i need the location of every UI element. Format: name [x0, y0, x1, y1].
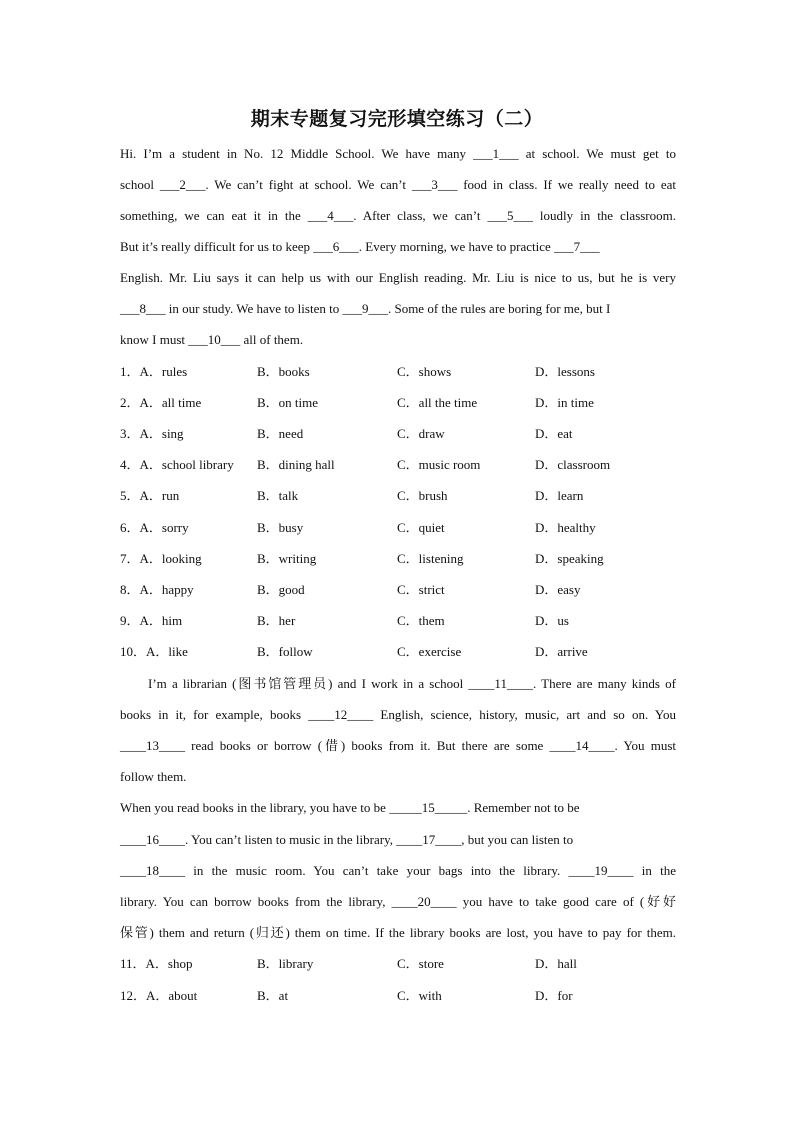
option-c: C．them: [397, 613, 445, 628]
option-b: B．follow: [257, 644, 313, 659]
option-d: D．healthy: [535, 520, 596, 535]
passage-line: books in it, for example, books ____12____ English, science, history, music, art and so on. You: [120, 707, 676, 722]
question-row: [120, 580, 680, 600]
option-a: 3．A．sing: [120, 426, 184, 441]
option-b: B．library: [257, 956, 314, 971]
option-a: 4．A．school library: [120, 457, 234, 472]
option-a: 8．A．happy: [120, 582, 194, 597]
option-b: B．books: [257, 364, 310, 379]
option-d: D．classroom: [535, 457, 611, 472]
option-c: C．shows: [397, 364, 452, 379]
option-a: 9．A．him: [120, 613, 183, 628]
passage-line: something, we can eat it in the ___4___. After class, we can’t ___5___ loudly in the classroom.: [120, 208, 676, 223]
option-a: 11．A．shop: [120, 956, 193, 971]
option-b: B．need: [257, 426, 304, 441]
option-c: C．draw: [397, 426, 445, 441]
passage-line: follow them.: [120, 769, 187, 784]
option-a: 12．A．about: [120, 988, 198, 1003]
option-d: D．hall: [535, 956, 577, 971]
option-b: B．dining hall: [257, 457, 335, 472]
option-b: B．writing: [257, 551, 317, 566]
option-a: 5．A．run: [120, 488, 180, 503]
passage-line: ____13____ read books or borrow (借) books from it. But there are some ____14____. You must: [120, 738, 676, 753]
option-a: 10．A．like: [120, 644, 188, 659]
passage-line: school ___2___. We can’t fight at school. We can’t ___3___ food in class. If we really need to eat: [120, 177, 676, 192]
page-title: 期末专题复习完形填空练习（二）: [250, 108, 544, 130]
question-row: [120, 954, 680, 974]
passage-line: 保管) them and return (归还) them on time. If the library books are lost, you have to pay for them.: [120, 925, 676, 940]
option-d: D．speaking: [535, 551, 604, 566]
option-d: D．easy: [535, 582, 581, 597]
option-c: C．quiet: [397, 520, 445, 535]
option-c: C．all the time: [397, 395, 478, 410]
option-b: B．at: [257, 988, 289, 1003]
passage-line: I’m a librarian (图书馆管理员) and I work in a school ____11____. There are many kinds of: [148, 676, 676, 691]
option-d: D．learn: [535, 488, 584, 503]
option-a: 6．A．sorry: [120, 520, 189, 535]
option-b: B．busy: [257, 520, 304, 535]
question-row: [120, 486, 680, 506]
question-row: [120, 424, 680, 444]
option-b: B．talk: [257, 488, 299, 503]
option-d: D．for: [535, 988, 573, 1003]
question-row: [120, 393, 680, 413]
option-c: C．music room: [397, 457, 481, 472]
option-b: B．on time: [257, 395, 319, 410]
option-c: C．store: [397, 956, 444, 971]
option-b: B．good: [257, 582, 305, 597]
passage-line: ____18____ in the music room. You can’t take your bags into the library. ____19____ in the: [120, 863, 676, 878]
option-a: 7．A．looking: [120, 551, 202, 566]
question-row: [120, 642, 680, 662]
passage-line: library. You can borrow books from the library, ____20____ you have to take good care of (好好: [120, 894, 676, 909]
question-row: [120, 549, 680, 569]
option-b: B．her: [257, 613, 296, 628]
question-row: [120, 986, 680, 1006]
option-c: C．strict: [397, 582, 445, 597]
option-c: C．exercise: [397, 644, 462, 659]
option-c: C．listening: [397, 551, 464, 566]
option-d: D．us: [535, 613, 569, 628]
passage-line: When you read books in the library, you have to be _____15_____. Remember not to be: [120, 800, 580, 815]
option-d: D．in time: [535, 395, 594, 410]
question-row: [120, 362, 680, 382]
option-a: 1．A．rules: [120, 364, 188, 379]
passage-line: know I must ___10___ all of them.: [120, 332, 304, 347]
option-c: C．with: [397, 988, 442, 1003]
option-d: D．eat: [535, 426, 573, 441]
passage-line: English. Mr. Liu says it can help us with our English reading. Mr. Liu is nice to us, but he is very: [120, 270, 676, 285]
passage-line: But it’s really difficult for us to keep ___6___. Every morning, we have to practice ___7___: [120, 239, 600, 254]
passage-line: Hi. I’m a student in No. 12 Middle School. We have many ___1___ at school. We must get to: [120, 146, 676, 161]
question-row: [120, 455, 680, 475]
question-row: [120, 611, 680, 631]
option-d: D．arrive: [535, 644, 588, 659]
passage-line: ___8___ in our study. We have to listen to ___9___. Some of the rules are boring for me, but I: [120, 301, 611, 316]
option-a: 2．A．all time: [120, 395, 202, 410]
question-row: [120, 518, 680, 538]
option-c: C．brush: [397, 488, 448, 503]
passage-line: ____16____. You can’t listen to music in the library, ____17____, but you can listen to: [120, 832, 574, 847]
option-d: D．lessons: [535, 364, 595, 379]
